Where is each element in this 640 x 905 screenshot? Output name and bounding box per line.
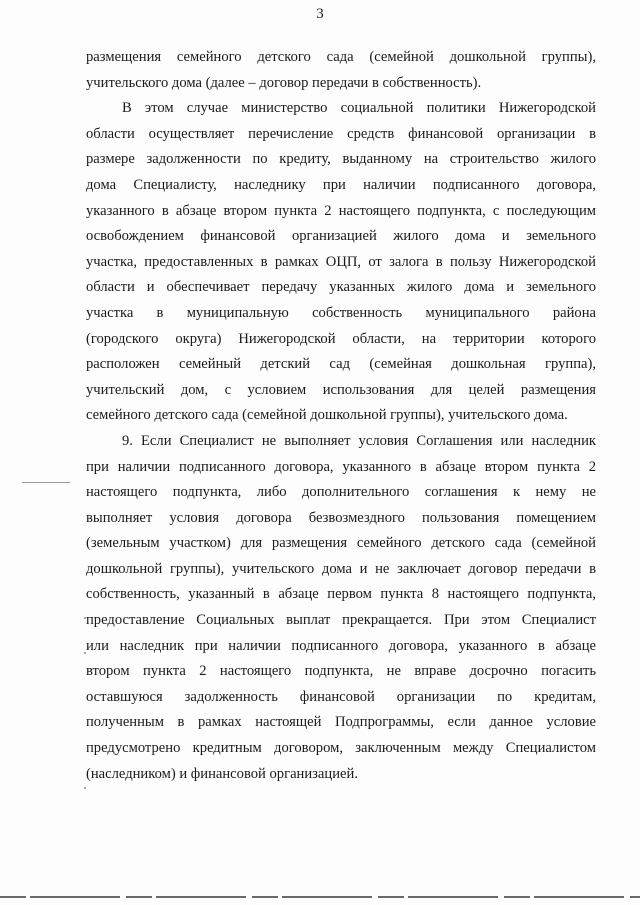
text-line: размере задолженности по кредиту, выданному на строительство жилого xyxy=(86,151,596,168)
text-line: освобождением финансовой организацией жилого дома и земельного xyxy=(86,228,596,245)
text-line: настоящего подпункта, либо дополнительного соглашения к нему не xyxy=(86,484,596,501)
page-number: 3 xyxy=(316,6,324,22)
text-line: или наследник при наличии подписанного договора, указанного в абзаце xyxy=(86,637,596,654)
text-line: (городского округа) Нижегородской области, на территории которого xyxy=(86,330,596,347)
text-line: учительский дом, с условием использования для целей размещения xyxy=(86,381,596,398)
text-line: выполняет условия договора безвозмездного пользования помещением xyxy=(86,509,596,526)
text-line: собственность, указанный в абзаце первом пункта 8 настоящего подпункта, xyxy=(86,586,596,603)
text-line: 9. Если Специалист не выполняет условия Соглашения или наследник xyxy=(122,432,596,449)
text-line: области осуществляет перечисление средств финансовой организации в xyxy=(86,125,596,142)
scan-artifact-dot xyxy=(84,617,86,619)
text-line: (наследником) и финансовой организацией. xyxy=(86,765,358,782)
text-line: предусмотрено кредитным договором, заключенным между Специалистом xyxy=(86,740,596,757)
text-line: оставшуюся задолженность финансовой организации по кредитам, xyxy=(86,688,596,705)
text-line: (земельным участком) для размещения семейного детского сада (семейной xyxy=(86,535,596,552)
scan-artifact-left xyxy=(22,482,70,483)
scan-artifact-dot xyxy=(84,787,86,789)
text-line: размещения семейного детского сада (семейной дошкольной группы), xyxy=(86,49,596,65)
text-line: области и обеспечивает передачу указанных жилого дома и земельного xyxy=(86,279,596,296)
document-body xyxy=(86,45,596,787)
text-line: участка в муниципальную собственность муниципального района xyxy=(86,304,596,321)
text-line: дома Специалисту, наследнику при наличии подписанного договора, xyxy=(86,176,596,193)
text-line: участка, предоставленных в рамках ОЦП, от залога в пользу Нижегородской xyxy=(86,253,596,270)
text-line: втором пункта 2 настоящего подпункта, не вправе досрочно погасить xyxy=(86,663,596,680)
text-line: полученным в рамках настоящей Подпрограммы, если данное условие xyxy=(86,714,596,731)
scan-artifact-dot xyxy=(84,652,86,654)
text-line: предоставление Социальных выплат прекращается. При этом Специалист xyxy=(86,612,596,629)
scan-bottom-rule xyxy=(0,896,640,898)
text-line: указанного в абзаце втором пункта 2 настоящего подпункта, с последующим xyxy=(86,202,596,219)
text-line: учительского дома (далее – договор передачи в собственность). xyxy=(86,74,482,91)
text-line: В этом случае министерство социальной политики Нижегородской xyxy=(122,100,596,117)
text-line: дошкольной группы), учительского дома и не заключает договор передачи в xyxy=(86,560,596,577)
text-line: при наличии подписанного договора, указанного в абзаце втором пункта 2 xyxy=(86,458,596,475)
text-line: семейного детского сада (семейной дошкольной группы), учительского дома. xyxy=(86,407,568,424)
text-line: расположен семейный детский сад (семейная дошкольная группа), xyxy=(86,356,596,373)
